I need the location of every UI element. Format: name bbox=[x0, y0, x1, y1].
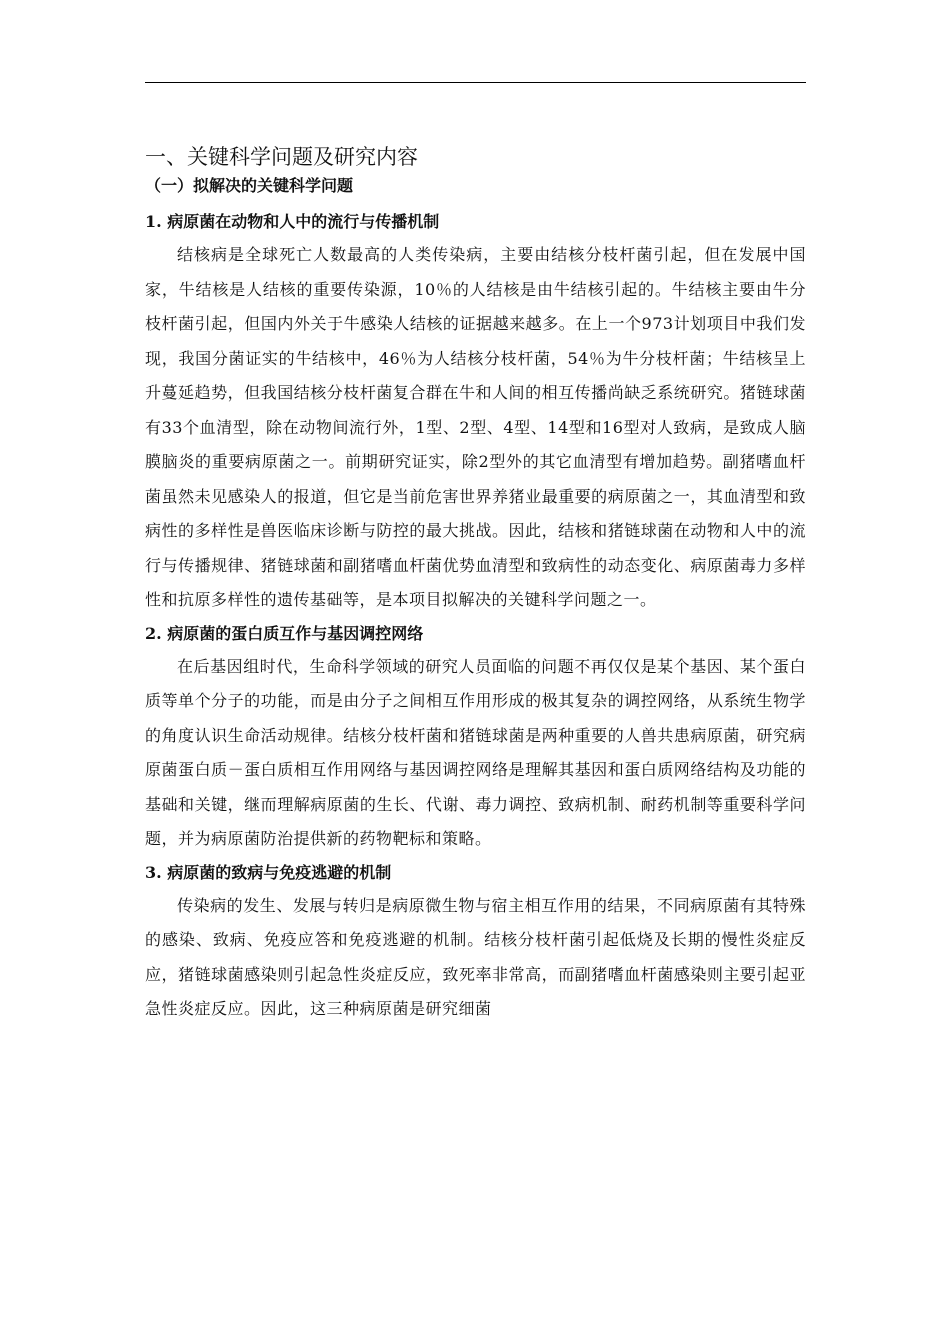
section-title: 2. 病原菌的蛋白质互作与基因调控网络 bbox=[145, 623, 424, 643]
section-3 bbox=[145, 857, 806, 1027]
section-heading-main: 一、关键科学问题及研究内容 bbox=[145, 145, 418, 169]
section-2 bbox=[145, 618, 806, 857]
document-body bbox=[145, 140, 806, 1027]
section-1 bbox=[145, 206, 806, 618]
section-title: 1. 病原菌在动物和人中的流行与传播机制 bbox=[145, 212, 440, 231]
header-rule bbox=[145, 82, 806, 83]
body-paragraph: 传染病的发生、发展与转归是病原微生物与宿主相互作用的结果，不同病原菌有其特殊的感染、致病、免疫应答和免疫逃避的机制。结核分枝杆菌引起低烧及长期的慢性炎症反应，猪链球菌感染则引起急性炎症反应，致死率非常高，而副猪嗜血杆菌感染则主要引起亚急性炎症反应。因此，这三种病原菌是研究细菌 bbox=[145, 895, 806, 1018]
subsection-heading: （一）拟解决的关键科学问题 bbox=[145, 176, 354, 195]
body-paragraph: 在后基因组时代，生命科学领域的研究人员面临的问题不再仅仅是某个基因、某个蛋白质等单个分子的功能，而是由分子之间相互作用形成的极其复杂的调控网络，从系统生物学的角度认识生命活动规律。结核分枝杆菌和猪链球菌是两种重要的人兽共患病原菌，研究病原菌蛋白质－蛋白质相互作用网络与基因调控网络是理解其基因和蛋白质网络结构及功能的基础和关键，继而理解病原菌的生长、代谢、毒力调控、致病机制、耐药机制等重要科学问题，并为病原菌防治提供新的药物靶标和策略。 bbox=[145, 656, 806, 848]
section-title: 3. 病原菌的致病与免疫逃避的机制 bbox=[145, 862, 392, 882]
body-paragraph: 结核病是全球死亡人数最高的人类传染病，主要由结核分枝杆菌引起，但在发展中国家，牛结核是人结核的重要传染源，10％的人结核是由牛结核引起的。牛结核主要由牛分枝杆菌引起，但国内外关于牛感染人结核的证据越来越多。在上一个973计划项目中我们发现，我国分菌证实的牛结核中，46％为人结核分枝杆菌，54％为牛分枝杆菌；牛结核呈上升蔓延趋势，但我国结核分枝杆菌复合群在牛和人间的相互传播尚缺乏系统研究。猪链球菌有33个血清型，除在动物间流行外，1型、2型、4型、14型和16型对人致病，是致成人脑膜脑炎的重要病原菌之一。前期研究证实，除2型外的其它血清型有增加趋势。副猪嗜血杆菌虽然未见感染人的报道，但它是当前危害世界养猪业最重要的病原菌之一，其血清型和致病性的多样性是兽医临床诊断与防控的最大挑战。因此，结核和猪链球菌在动物和人中的流行与传播规律、猪链球菌和副猪嗜血杆菌优势血清型和致病性的动态变化、病原菌毒力多样性和抗原多样性的遗传基础等，是本项目拟解决的关键科学问题之一。 bbox=[145, 245, 806, 609]
